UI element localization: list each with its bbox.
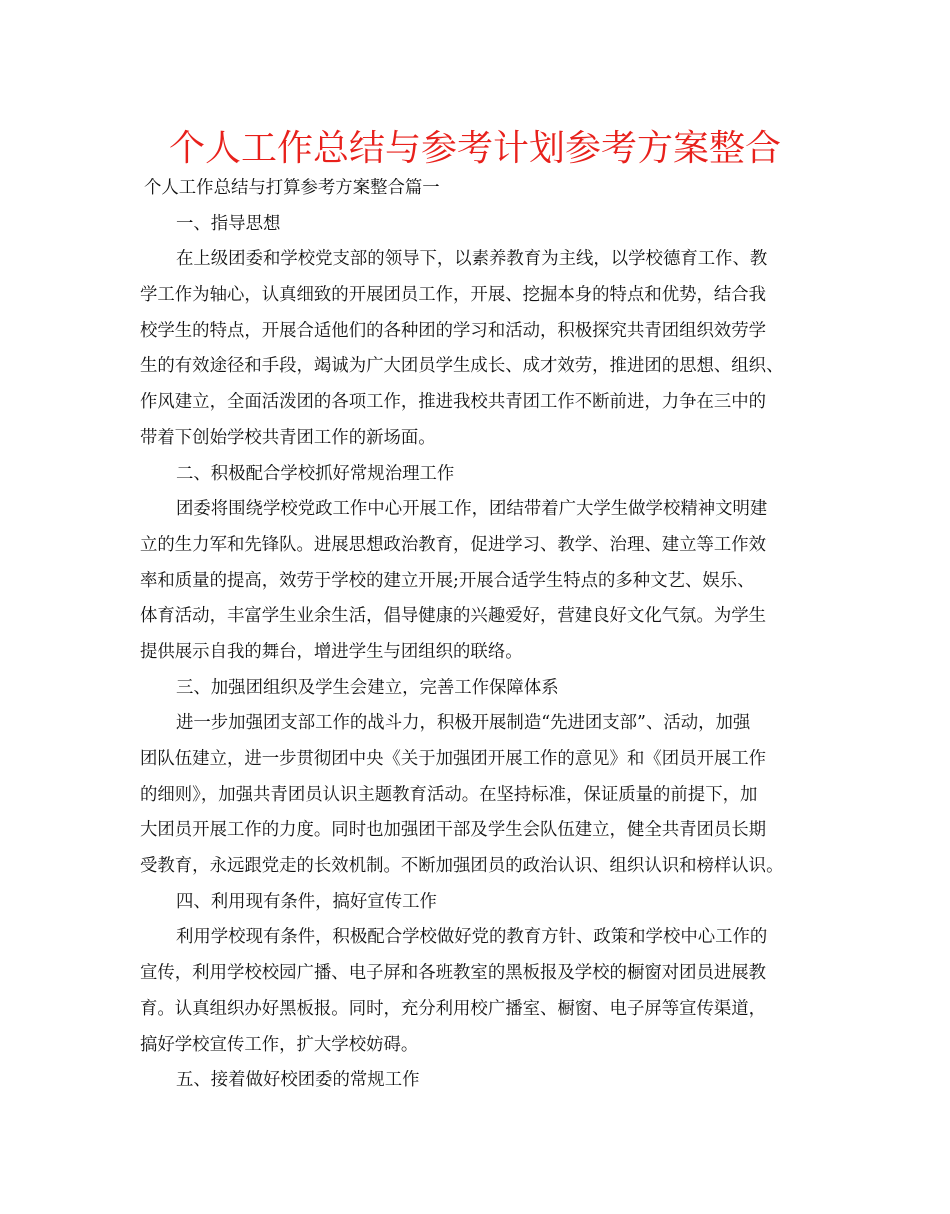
section-heading: 五、接着做好校团委的常规工作 [176, 1070, 420, 1091]
paragraph-line: 作风建立，全面活泼团的各项工作，推进我校共青团工作不断前进，力争在三中的 [140, 392, 767, 413]
document-body [140, 171, 820, 1099]
paragraph-line: 带着下创始学校共青团工作的新场面。 [140, 427, 436, 448]
document-subtitle: 个人工作总结与打算参考方案整合篇一 [144, 178, 440, 198]
paragraph-line: 校学生的特点，开展合适他们的各种团的学习和活动，积极探究共青团组织效劳学 [140, 320, 767, 341]
paragraph-line: 受教育，永远跟党走的长效机制。不断加强团员的政治认识、组织认识和榜样认识。 [140, 856, 784, 877]
section-heading: 四、利用现有条件，搞好宣传工作 [176, 891, 437, 912]
paragraph-line: 提供展示自我的舞台，增进学生与团组织的联络。 [140, 641, 523, 662]
paragraph-line: 团队伍建立，进一步贯彻团中央《关于加强团开展工作的意见》和《团员开展工作 [140, 749, 767, 769]
paragraph-line: 团委将围绕学校党政工作中心开展工作，团结带着广大学生做学校精神文明建 [176, 499, 768, 520]
section-heading: 一、指导思想 [176, 213, 281, 234]
section-heading: 二、积极配合学校抓好常规治理工作 [176, 463, 455, 484]
paragraph-line: 进一步加强团支部工作的战斗力，积极开展制造“先进团支部”、活动，加强 [176, 713, 751, 734]
paragraph-line: 在上级团委和学校党支部的领导下，以素养教育为主线，以学校德育工作、教 [176, 249, 768, 270]
paragraph-line: 的细则》，加强共青团员认识主题教育活动。在坚持标准，保证质量的前提下，加 [140, 784, 758, 805]
paragraph-line: 率和质量的提高，效劳于学校的建立开展;开展合适学生特点的多种文艺、娱乐、 [140, 570, 755, 591]
paragraph-line: 生的有效途径和手段，竭诚为广大团员学生成长、成才效劳，推进团的思想、组织、 [140, 356, 784, 377]
paragraph-line: 立的生力军和先锋队。进展思想政治教育，促进学习、教学、治理、建立等工作效 [140, 534, 767, 555]
paragraph-line: 搞好学校宣传工作，扩大学校妨碍。 [140, 1034, 419, 1055]
paragraph-line: 大团员开展工作的力度。同时也加强团干部及学生会队伍建立，健全共青团员长期 [140, 820, 767, 841]
paragraph-line: 利用学校现有条件，积极配合学校做好党的教育方针、政策和学校中心工作的 [176, 927, 768, 948]
paragraph-line: 学工作为轴心，认真细致的开展团员工作，开展、挖掘本身的特点和优势，结合我 [140, 285, 767, 306]
paragraph-line: 体育活动，丰富学生业余生活，倡导健康的兴趣爱好，营建良好文化气氛。为学生 [140, 606, 767, 627]
paragraph-line: 育。认真组织办好黑板报。同时，充分利用校广播室、橱窗、电子屏等宣传渠道， [140, 998, 767, 1019]
paragraph-line: 宣传，利用学校校园广播、电子屏和各班教室的黑板报及学校的橱窗对团员进展教 [140, 963, 767, 984]
document-title: 个人工作总结与参考计划参考方案整合 [168, 128, 781, 169]
section-heading: 三、加强团组织及学生会建立，完善工作保障体系 [176, 677, 559, 698]
